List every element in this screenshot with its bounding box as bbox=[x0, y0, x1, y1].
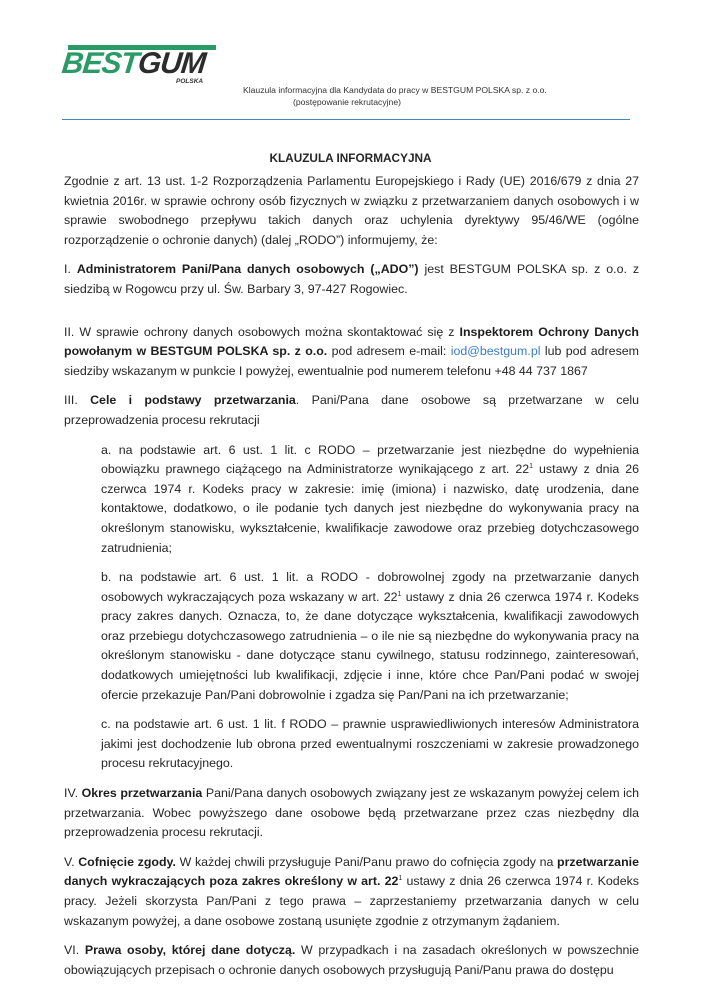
document-title: KLAUZULA INFORMACYJNA bbox=[269, 151, 432, 165]
section-v-consent-withdrawal: V. Cofnięcie zgody. W każdej chwili przysługuje Pani/Panu prawo do cofnięcia zgody na przetwarzanie danych wykraczających poza zakres określony w art. $22^1$ ustawy z dnia 26 czerwca 1974 r. Kodeks pracy. Jeżeli skorzysta Pan/Pani z tego prawa – zaprzestaniemy przetwarzania danych w celu wskazanym powyżej, a dane osobowe zostaną usunięte zgodnie z otrzymanym żądaniem. bbox=[64, 854, 639, 928]
section-ii-iod-contact: II. W sprawie ochrony danych osobowych można skontaktować się z Inspektorem Ochrony Danych powołanym w BESTGUM POLSKA sp. z o.o. pod adresem e-mail: iod@bestgum.pl lub pod adresem siedziby wskazanym w punkcie I powyżej, ewentualnie pod numerem telefonu +48 44 737 1867 bbox=[64, 324, 639, 378]
section-vi-rights: VI. Prawa osoby, której dane dotyczą. W przypadkach i na zasadach określonych w powszechnie obowiązujących przepisach o ochronie danych osobowych przysługują Pani/Panu prawa do dostępu bbox=[64, 943, 640, 977]
logo-wordmark: BESTGUM bbox=[60, 47, 207, 80]
email-link[interactable]: iod@bestgum.pl bbox=[450, 344, 541, 359]
section-iii-purposes: III. Cele i podstawy przetwarzania. Pani/Pana dane osobowe są przetwarzane w celu przeprowadzenia procesu rekrutacji bbox=[64, 393, 640, 427]
caption-line-1: Klauzula informacyjna dla Kandydata do pracy w BESTGUM POLSKA sp. z o.o. bbox=[243, 85, 547, 95]
header-divider bbox=[62, 119, 630, 120]
section-iv-period: IV. Okres przetwarzania Pani/Pana danych osobowych związany jest ze wskazanym powyżej celem ich przetwarzania. Wobec powyższego dane osobowe będą przetwarzane przez czas niezbędny dla przeprowadzenia procesu rekrutacji. bbox=[64, 786, 639, 840]
logo-subtitle: POLSKA bbox=[176, 78, 204, 85]
document-body bbox=[64, 172, 639, 990]
section-iii-item-c: c. na podstawie art. 6 ust. 1 lit. f RODO – prawnie usprawiedliwionych interesów Administratora jakimi jest dochodzenie lub obrona przed ewentualnymi roszczeniami w zakresie prowadzonego procesu rekrutacyjnego. bbox=[101, 717, 639, 771]
header-caption bbox=[243, 84, 547, 108]
section-iii-item-a: a. na podstawie art. 6 ust. 1 lit. c RODO – przetwarzanie jest niezbędne do wypełnienia obowiązku prawnego ciążącego na Administratorze wynikającego z art. $22^1$ ustawy z dnia 26 czerwca 1974 r. Kodeks pracy w zakresie: imię (imiona) i nazwisko, datę urodzenia, dane kontaktowe, dodatkowo, o ile podanie tych danych jest niezbędne do wykonywania pracy na określonym stanowisku, wykształcenie, kwalifikacje zawodowe oraz przebieg dotychczasowego zatrudnienia; bbox=[101, 442, 639, 555]
bestgum-logo bbox=[62, 45, 222, 87]
section-i-administrator: I. Administratorem Pani/Pana danych osobowych („ADO”) jest BESTGUM POLSKA sp. z o.o. z siedzibą w Rogowcu przy ul. Św. Barbary 3, 97-427 Rogowiec. bbox=[64, 262, 640, 296]
section-iii-item-b: b. na podstawie art. 6 ust. 1 lit. a RODO - dobrowolnej zgody na przetwarzanie danych osobowych wykraczających poza wskazany w art. $22^1$ ustawy z dnia 26 czerwca 1974 r. Kodeks pracy zakres danych. Oznacza, to, że dane dotyczące wykształcenia, kwalifikacji zawodowych oraz przebiegu dotychczasowego zatrudnienia – o ile nie są niezbędne do wykonywania pracy na określonym stanowisku - dane dotyczące stanu cywilnego, statusu rodzinnego, zainteresowań, dodatkowych umiejętności lub kwalifikacji, zdjęcie i inne, które chce Pan/Pani podać w swojej ofercie przekazuje Pan/Pani dobrowolnie i zgadza się Pan/Pani na ich przetwarzanie; bbox=[101, 570, 640, 702]
intro-paragraph: Zgodnie z art. 13 ust. 1-2 Rozporządzenia Parlamentu Europejskiego i Rady (UE) 2016/679 z dnia 27 kwietnia 2016r. w sprawie ochrony osób fizycznych w związku z przetwarzaniem danych osobowych i w sprawie swobodnego przepływu takich danych oraz uchylenia dyrektywy 95/46/WE (ogólne rozporządzenie o ochronie danych) (dalej „RODO”) informujemy, że: bbox=[64, 174, 639, 247]
caption-line-2: (postępowanie rekrutacyjne) bbox=[293, 97, 401, 107]
